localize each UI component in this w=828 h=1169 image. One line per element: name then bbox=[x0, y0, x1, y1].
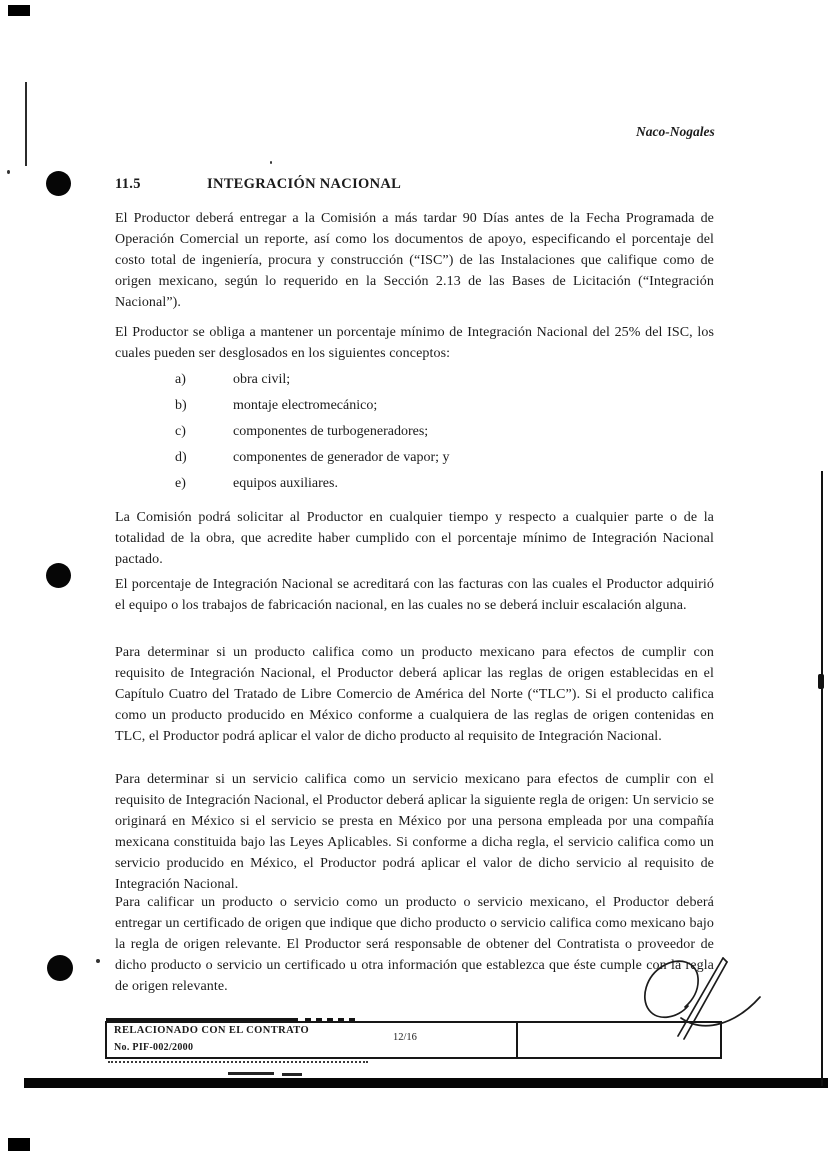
list-item-text: equipos auxiliares. bbox=[233, 476, 338, 491]
paragraph-7: Para calificar un producto o servicio como un producto o servicio mexicano, el Productor deberá entregar un certificado de origen que indique que dicho producto o servicio califica como mexicano bajo la regla de origen relevante. El Productor será responsable de obtener del Contratista o proveedor de dicho producto o servicio un certificado u otra información que establezca que éste cumple con la regla de origen relevante. bbox=[115, 895, 714, 994]
scan-speck bbox=[7, 170, 10, 174]
list-item-label: d) bbox=[175, 450, 187, 465]
scan-band-dash bbox=[228, 1072, 274, 1075]
paragraph-3: La Comisión podrá solicitar al Productor en cualquier tiempo y respecto a cualquier parte o de la totalidad de la obra, que acredite haber cumplido con el porcentaje mínimo de Integración Nacional pactado. bbox=[115, 510, 714, 567]
list-item-text: obra civil; bbox=[233, 372, 291, 387]
paragraph-4: El porcentaje de Integración Nacional se acreditará con las facturas con las cuales el Productor adquirió el equipo o los trabajos de fabricación nacional, en las cuales no se deberá incluir escalación alguna. bbox=[115, 577, 714, 613]
scan-corner-mark-bottom-left bbox=[8, 1138, 30, 1151]
paragraph-2: El Productor se obliga a mantener un porcentaje mínimo de Integración Nacional del 25% del ISC, los cuales pueden ser desglosados en los siguientes conceptos: bbox=[115, 325, 714, 361]
punch-hole-mark-1 bbox=[46, 171, 71, 196]
list-item-label: b) bbox=[175, 398, 187, 413]
list-item-label: c) bbox=[175, 424, 186, 439]
footer-table-divider bbox=[516, 1023, 518, 1057]
punch-hole-mark-2 bbox=[46, 563, 71, 588]
header-project-label: Naco-Nogales bbox=[636, 124, 715, 139]
footer-related-label: RELACIONADO CON EL CONTRATO bbox=[114, 1025, 310, 1036]
paragraph-5: Para determinar si un producto califica como un producto mexicano para efectos de cumplir con requisito de Integración Nacional, el Productor deberá aplicar las reglas de origen establecidas en el Capítulo Cuatro del Tratado de Libre Comercio de América del Norte (“TLC”). Si el producto califica como un producto producido en México conforme a cualquiera de las reglas de origen contenidas en TLC, el Productor podrá aplicar el valor de dicho producto al requisito de Integración Nacional. bbox=[115, 645, 714, 744]
scan-right-edge-blob bbox=[818, 674, 824, 689]
scan-band-dash bbox=[282, 1073, 302, 1076]
list-item-text: componentes de generador de vapor; y bbox=[233, 450, 450, 465]
scan-margin-line bbox=[25, 82, 27, 166]
signature-scribble bbox=[626, 942, 776, 1042]
scan-table-topdash bbox=[305, 1018, 357, 1021]
scan-speck bbox=[270, 161, 272, 164]
signature-icon bbox=[626, 942, 776, 1042]
footer-page-number: 12/16 bbox=[393, 1032, 417, 1043]
scan-corner-mark-top-left bbox=[8, 5, 30, 16]
list-item-label: a) bbox=[175, 372, 186, 387]
list-item-c bbox=[175, 421, 428, 442]
list-item-e bbox=[175, 473, 338, 494]
footer-contract-number: No. PIF-002/2000 bbox=[114, 1042, 194, 1053]
scan-speck bbox=[96, 959, 100, 963]
paragraph-6: Para determinar si un servicio califica como un servicio mexicano para efectos de cumplir con el requisito de Integración Nacional, el Productor deberá aplicar la siguiente regla de origen: Un servicio se originará en México si el servicio se presta en México por una persona empleada por una compañía mexicana constituida bajo las Leyes Aplicables. Si conforme a dicha regla, el servicio califica como un servicio producido en México, el Productor podrá aplicar el valor de dicho servicio al requisito de Integración Nacional. bbox=[115, 772, 714, 892]
scan-right-edge-line bbox=[821, 471, 823, 1086]
section-number: 11.5 bbox=[115, 176, 141, 192]
list-item-text: montaje electromecánico; bbox=[233, 398, 378, 413]
list-item-d bbox=[175, 447, 450, 468]
list-item-label: e) bbox=[175, 476, 186, 491]
list-item-b bbox=[175, 395, 377, 416]
scan-table-botdash bbox=[108, 1061, 368, 1063]
list-item-a bbox=[175, 369, 290, 390]
scan-bottom-band bbox=[24, 1078, 828, 1088]
punch-hole-mark-3 bbox=[47, 955, 73, 981]
paragraph-1: El Productor deberá entregar a la Comisión a más tardar 90 Días antes de la Fecha Programada de Operación Comercial un reporte, así como los documentos de apoyo, especificando el porcentaje del costo total de ingeniería, procura y construcción (“ISC”) de las Instalaciones que califique como de origen mexicano, según lo requerido en la Sección 2.13 de las Bases de Licitación (“Integración Nacional”). bbox=[115, 211, 714, 310]
section-title: INTEGRACIÓN NACIONAL bbox=[207, 176, 402, 192]
scan-table-topline bbox=[106, 1018, 298, 1021]
list-item-text: componentes de turbogeneradores; bbox=[233, 424, 429, 439]
